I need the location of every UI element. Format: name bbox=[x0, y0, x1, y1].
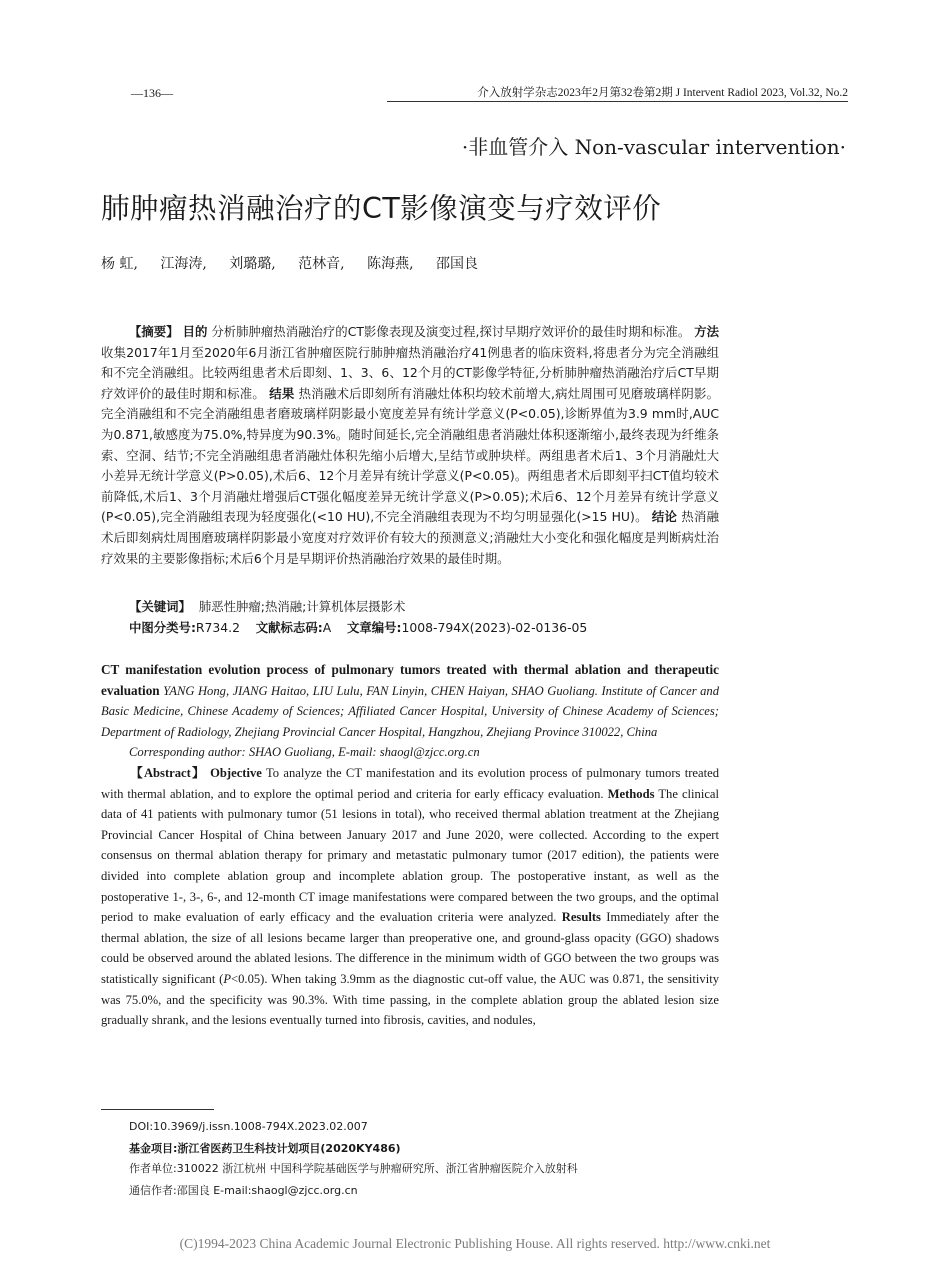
methods-text: 收集2017年1月至2020年6月浙江省肿瘤医院行肺肿瘤热消融治疗41例患者的临床资料,将患者分为完全消融组和不完全消融组。比较两组患者术后即刻、1、3、6、12个月的CT影像学特征,分析肺肿瘤热消融治疗后CT早期疗效评价的最佳时期和标准。 bbox=[101, 344, 719, 401]
keywords-label: 【关键词】 bbox=[129, 599, 191, 614]
keywords: 肺恶性肿瘤;热消融;计算机体层摄影术 bbox=[198, 599, 406, 614]
author: 杨 虹, bbox=[101, 256, 138, 272]
fund-value: 浙江省医药卫生科技计划项目(2020KY486) bbox=[177, 1142, 401, 1155]
article-title: 肺肿瘤热消融治疗的CT影像演变与疗效评价 bbox=[101, 192, 662, 225]
objective-label-en: Objective bbox=[210, 765, 262, 780]
copyright-notice: (C)1994-2023 China Academic Journal Electronic Publishing House. All rights reserved. http://www.cnki.net bbox=[179, 1236, 771, 1251]
objective-text: 分析肺肿瘤热消融治疗的CT影像表现及演变过程,探讨早期疗效评价的最佳时期和标准。 bbox=[211, 324, 691, 339]
section-label: ·非血管介入 Non-vascular intervention· bbox=[461, 135, 846, 159]
header-rule bbox=[387, 101, 848, 102]
journal-header: 介入放射学杂志2023年2月第32卷第2期 J Intervent Radiol 2023, Vol.32, No.2 bbox=[477, 87, 848, 99]
corresponding-author: Corresponding author: SHAO Guoliang, E-mail: shaogl@zjcc.org.cn bbox=[129, 745, 480, 760]
abstract-tag: 【摘要】 bbox=[129, 324, 179, 339]
results-label: 结果 bbox=[269, 385, 295, 401]
author-list bbox=[101, 253, 496, 273]
results-text-en: Immediately after the thermal ablation, the size of all lesions became larger than preoperative one, and ground-glass opacity (GGO) shadows could be observed around the ablated lesions. The difference in the minimum width of GGO between the two groups was statistically significant ( bbox=[101, 910, 719, 986]
doi: DOI:10.3969/j.issn.1008-794X.2023.02.007 bbox=[129, 1120, 368, 1133]
article-number-label: 文章编号: bbox=[346, 620, 402, 635]
affiliation-footnote: 作者单位:310022 浙江杭州 中国科学院基础医学与肿瘤研究所、浙江省肿瘤医院介入放射科 bbox=[129, 1162, 578, 1175]
results-text-en-2: <0.05). When taking 3.9mm as the diagnostic cut-off value, the AUC was 0.871, the sensitivity was 75.0%, and the specificity was 90.3%. With time passing, in the complete ablation group the ablated lesion size gradually shrank, and the lesions eventually turned into fibrosis, cavities, and nodules, bbox=[101, 971, 720, 1028]
classification-line bbox=[129, 618, 587, 636]
author: 刘璐璐, bbox=[229, 256, 276, 272]
english-title: CT manifestation evolution process of pulmonary tumors treated with thermal ablation and therapeutic evaluation bbox=[101, 662, 719, 698]
author: 范林音, bbox=[298, 256, 345, 272]
fund-label: 基金项目: bbox=[129, 1142, 178, 1155]
page-number: —136— bbox=[131, 86, 173, 100]
fund-line bbox=[129, 1140, 401, 1156]
chinese-abstract bbox=[101, 322, 719, 569]
conclusion-text: 热消融术后即刻病灶周围磨玻璃样阴影最小宽度对疗效评价有较大的预测意义;消融灶大小变化和强化幅度是判断病灶治疗效果的主要影像指标;术后6个月是早期评价热消融治疗效果的最佳时期。 bbox=[101, 509, 719, 566]
objective-text-en: To analyze the CT manifestation and its evolution process of pulmonary tumors treated with thermal ablation, and to explore the optimal period and criteria for early efficacy evaluation. bbox=[101, 765, 719, 801]
results-text: 热消融术后即刻所有消融灶体积均较术前增大,病灶周围可见磨玻璃样阴影。完全消融组和不完全消融组患者磨玻璃样阴影最小宽度差异有统计学意义(P<0.05),诊断界值为3.9 mm时,AUC为0.871,敏感度为75.0%,特异度为90.3%。随时间延长,完全消融组患者消融灶体积逐渐缩小,最终表现为纤维条索、空洞、结节;不完全消融组患者消融灶体积先缩小后增大,呈结节或肿块样。两组患者术后1、3个月消融灶大小差异无统计学意义(P>0.05),术后6、12个月差异有统计学意义(P<0.05)。两组患者术后即刻平扫CT值均较术前降低,术后1、3个月消融灶增强后CT强化幅度差异无统计学意义(P>0.05);术后6、12个月差异有统计学意义(P<0.05),完全消融组表现为轻度强化(<10 HU),不完全消融组表现为不均匀明显强化(>15 HU)。 bbox=[101, 385, 719, 525]
doc-code-value: A bbox=[322, 620, 332, 635]
article-number-value: 1008-794X(2023)-02-0136-05 bbox=[401, 620, 588, 635]
clc-label: 中图分类号: bbox=[129, 620, 196, 635]
abstract-tag-en: 【Abstract】 bbox=[129, 765, 206, 780]
results-label-en: Results bbox=[561, 910, 601, 925]
footnote-rule bbox=[101, 1109, 214, 1110]
author: 江海涛, bbox=[160, 256, 207, 272]
methods-label: 方法 bbox=[694, 324, 719, 339]
objective-label: 目的 bbox=[182, 324, 208, 339]
doc-code-label: 文献标志码: bbox=[255, 620, 323, 635]
keywords-line bbox=[129, 597, 405, 615]
methods-label-en: Methods bbox=[607, 786, 655, 801]
conclusion-label: 结论 bbox=[651, 509, 678, 525]
p-symbol: P bbox=[223, 971, 232, 986]
clc-value: R734.2 bbox=[195, 620, 241, 635]
english-affiliation: Institute of Cancer and Basic Medicine, Chinese Academy of Sciences; Affiliated Cancer Hospital, University of Chinese Academy of Sciences; Department of Radiology, Zhejiang Provincial Cancer Hospital, Hangzhou, Zhejiang Province 310022, China bbox=[101, 683, 720, 739]
english-abstract bbox=[101, 660, 719, 1031]
methods-text-en: The clinical data of 41 patients with pulmonary tumor (51 lesions in total), who received thermal ablation treatment at the Zhejiang Provincial Cancer Hospital of China between January 2017 and June 2020, were collected. According to the expert consensus on thermal ablation therapy for primary and metastatic pulmonary tumor (2017 edition), the patients were divided into complete ablation group and incomplete ablation group. The postoperative instant, as well as the postoperative 1-, 3-, 6-, and 12-month CT image manifestations were compared between the two groups, and the optimal period to make evaluation of early efficacy and the evaluation criteria were analyzed. bbox=[101, 786, 720, 925]
author: 邵国良 bbox=[435, 256, 478, 272]
corresponding-footnote: 通信作者:邵国良 E-mail:shaogl@zjcc.org.cn bbox=[129, 1184, 358, 1197]
english-authors: YANG Hong, JIANG Haitao, LIU Lulu, FAN Linyin, CHEN Haiyan, SHAO Guoliang. bbox=[163, 683, 598, 698]
author: 陈海燕, bbox=[367, 256, 414, 272]
